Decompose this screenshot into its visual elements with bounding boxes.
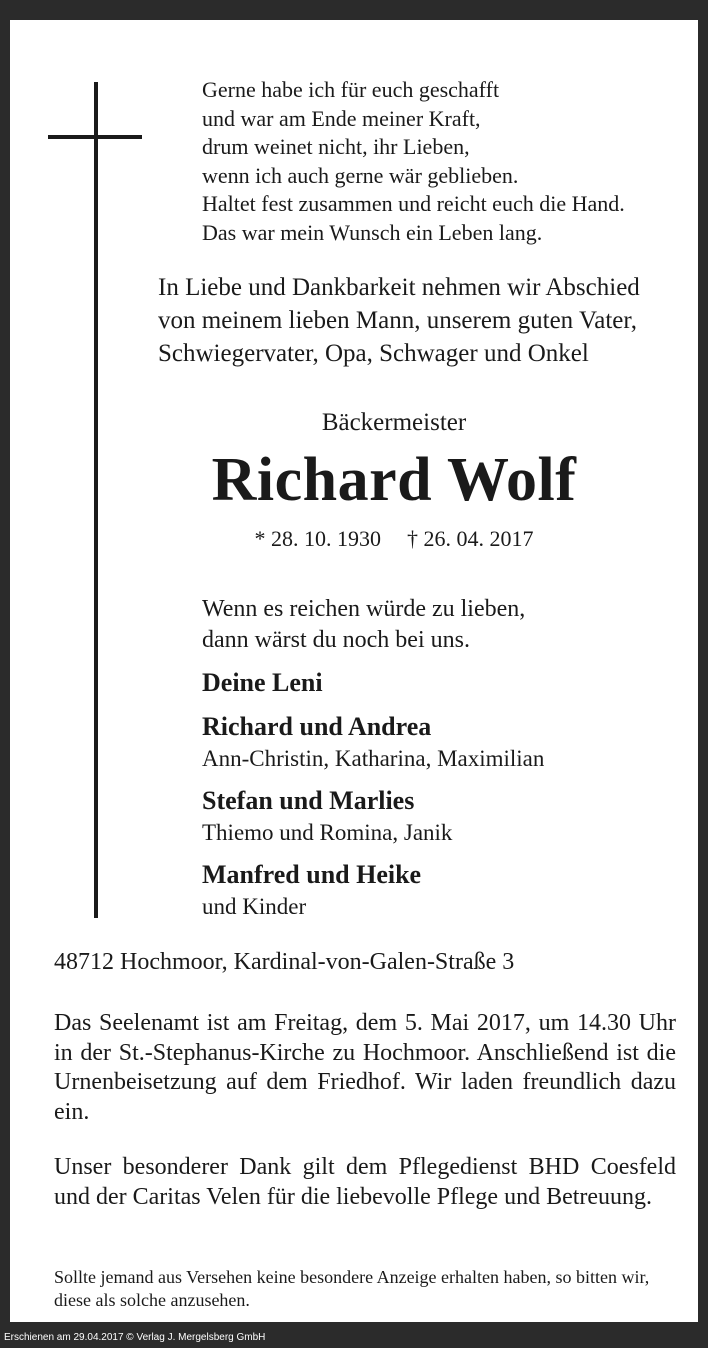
mourner-name: Richard und Andrea bbox=[202, 712, 432, 741]
poem-line: drum weinet nicht, ihr Lieben, bbox=[202, 134, 470, 160]
notice-disclaimer: Sollte jemand aus Versehen keine besondere Anzeige erhalten haben, so bitten wir, diese als solche anzusehen. bbox=[54, 1267, 650, 1310]
mourner-group bbox=[202, 666, 544, 700]
mourner-members: Ann-Christin, Katharina, Maximilian bbox=[202, 746, 545, 771]
mourner-group bbox=[202, 858, 544, 922]
cross-icon-horizontal-bar bbox=[48, 135, 142, 139]
poem-line: wenn ich auch gerne wär geblieben. bbox=[202, 162, 519, 188]
intro-line: Schwiegervater, Opa, Schwager und Onkel bbox=[158, 340, 589, 367]
poem-line: Das war mein Wunsch ein Leben lang. bbox=[202, 219, 543, 245]
mourner-members: Thiemo und Romina, Janik bbox=[202, 820, 453, 845]
intro-line: von meinem lieben Mann, unserem guten Vater, bbox=[158, 307, 637, 334]
mourner-group bbox=[202, 784, 544, 848]
service-announcement: Das Seelenamt ist am Freitag, dem 5. Mai 2017, um 14.30 Uhr in der St.-Stephanus-Kirche zu Hochmoor. Anschließend ist die Urnenbeisetzung auf dem Friedhof. Wir laden freundlich dazu ein. bbox=[54, 1010, 676, 1125]
publication-footer: Erschienen am 29.04.2017 © Verlag J. Mergelsberg GmbH bbox=[4, 1332, 266, 1343]
poem-line: Haltet fest zusammen und reicht euch die Hand. bbox=[202, 191, 625, 217]
life-dates bbox=[98, 524, 690, 554]
deceased-profession: Bäckermeister bbox=[321, 409, 467, 436]
intro-line: In Liebe und Dankbarkeit nehmen wir Abschied bbox=[158, 274, 640, 301]
mourner-name: Stefan und Marlies bbox=[202, 786, 415, 815]
mourner-members: und Kinder bbox=[202, 894, 307, 919]
mourner-name: Manfred und Heike bbox=[202, 860, 422, 889]
thanks-paragraph: Unser besonderer Dank gilt dem Pflegedienst BHD Coesfeld und der Caritas Velen für die liebevolle Pflege und Betreuung. bbox=[54, 1154, 676, 1210]
memorial-quote bbox=[202, 594, 525, 656]
quote-line: Wenn es reichen würde zu lieben, bbox=[202, 596, 526, 622]
farewell-intro bbox=[158, 271, 640, 370]
quote-line: dann wärst du noch bei uns. bbox=[202, 627, 470, 653]
mourner-group bbox=[202, 710, 544, 774]
poem bbox=[202, 76, 625, 248]
mourner-name: Deine Leni bbox=[202, 668, 323, 697]
birth-date: * 28. 10. 1930 bbox=[254, 526, 381, 551]
poem-line: Gerne habe ich für euch geschafft bbox=[202, 77, 500, 102]
deceased-name: Richard Wolf bbox=[211, 446, 577, 514]
death-date: † 26. 04. 2017 bbox=[407, 526, 534, 551]
mourners-list bbox=[202, 666, 544, 932]
family-address: 48712 Hochmoor, Kardinal-von-Galen-Straße 3 bbox=[54, 949, 515, 975]
poem-line: und war am Ende meiner Kraft, bbox=[202, 105, 481, 131]
obituary-card bbox=[10, 20, 698, 1322]
